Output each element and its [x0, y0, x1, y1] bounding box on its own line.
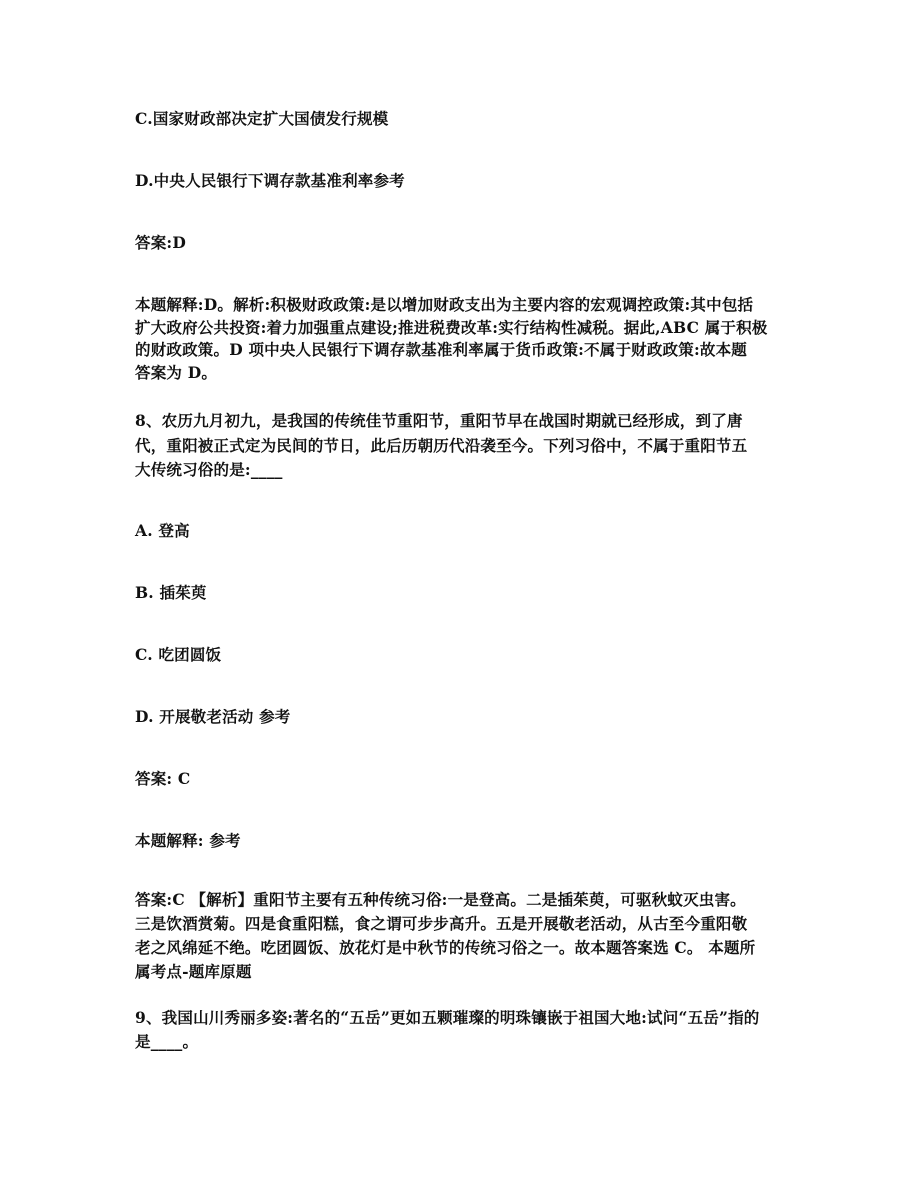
- q8-option-c: C. 吃团圆饭: [135, 645, 222, 664]
- q8-explanation-label: 本题解释: 参考: [135, 831, 241, 850]
- explanation-line: 本题解释:D。解析:积极财政政策:是以增加财政支出为主要内容的宏观调控政策:其中包括: [135, 295, 754, 314]
- option-c-text: C.国家财政部决定扩大国债发行规模: [135, 109, 389, 128]
- explanation-line: 答案为 D。: [135, 362, 218, 382]
- option-d-text: D.中央人民银行下调存款基准利率参考: [135, 171, 405, 190]
- answer-text: 答案:D: [135, 233, 186, 252]
- q8-explanation-paragraph: [135, 888, 785, 984]
- explanation-line: 答案:C 【解析】重阳节主要有五种传统习俗:一是登高。二是插茱萸，可驱秋蚊灭虫害。: [135, 890, 746, 909]
- q8-option-a: A. 登高: [135, 521, 190, 540]
- explanation-line: 三是饮酒赏菊。四是食重阳糕，食之谓可步步高升。五是开展敬老活动，从古至今重阳敬: [135, 914, 748, 933]
- explanation-paragraph: [135, 294, 785, 384]
- explanation-line: 老之风绵延不绝。吃团圆饭、放花灯是中秋节的传统习俗之一。故本题答案选 C。 本题所: [135, 938, 756, 957]
- q8-option-b: B. 插茱萸: [135, 583, 207, 602]
- question-stem-line: 是____。: [135, 1032, 199, 1051]
- question-stem-line: 大传统习俗的是:____: [135, 460, 283, 479]
- question-stem-line: 9、我国山川秀丽多姿:著名的“五岳”更如五颗璀璨的明珠镶嵌于祖国大地:试问“五岳”指的: [135, 1008, 760, 1027]
- explanation-line: 扩大政府公共投资:着力加强重点建设;推进税费改革:实行结构性减税。据此,ABC 属于积极: [135, 317, 768, 337]
- question-stem-line: 代，重阳被正式定为民间的节日，此后历朝历代沿袭至今。下列习俗中，不属于重阳节五: [135, 435, 748, 455]
- question-stem-line: 8、农历九月初九，是我国的传统佳节重阳节，重阳节早在战国时期就已经形成，到了唐: [135, 411, 743, 430]
- q8-option-d: D. 开展敬老活动 参考: [135, 707, 291, 726]
- q8-answer: 答案: C: [135, 769, 191, 788]
- question-9-stem: [135, 1006, 785, 1054]
- explanation-line: 的财政政策。D 项中央人民银行下调存款基准利率属于货币政策:不属于财政政策:故本题: [135, 340, 747, 359]
- explanation-line: 属考点-题库原题: [135, 962, 252, 981]
- question-8-stem: [135, 409, 785, 483]
